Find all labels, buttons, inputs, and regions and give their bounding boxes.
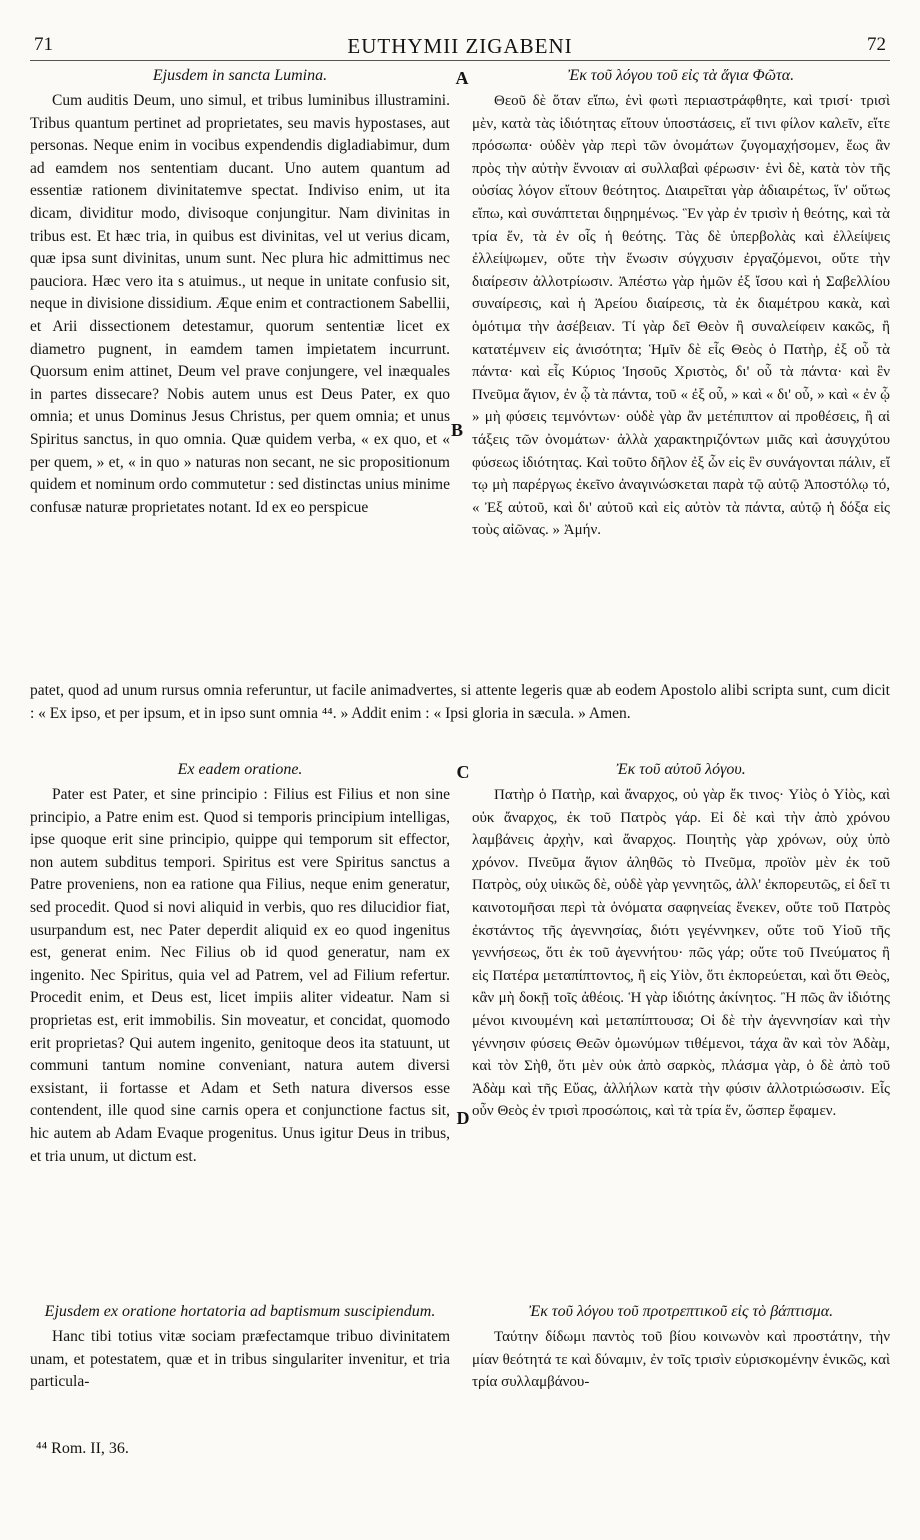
greek-column-top	[472, 66, 890, 542]
margin-marker-d: D	[456, 1108, 470, 1128]
latin-column-middle	[30, 760, 450, 1168]
greek-section-title: Ἐκ τοῦ λόγου τοῦ προτρεπτικοῦ εἰς τὸ βάπτισμα.	[528, 1303, 834, 1320]
greek-paragraph: Πατὴρ ὁ Πατὴρ, καὶ ἄναρχος, οὐ γὰρ ἔκ τινος· Υἱὸς ὁ Υἱὸς, καὶ οὐκ ἄναρχος, ἐκ τοῦ Πατρὸς γάρ. Εἰ δὲ καὶ τὴν ἀπὸ χρόνου λαμβάνεις ἀρχὴν, καὶ ἄναρχος. Ποιητὴς γὰρ χρόνων, οὐχ ὑπὸ χρόνον. Πνεῦμα ἅγιον ἀληθῶς τὸ Πνεῦμα, προϊὸν μὲν ἐκ τοῦ Πατρὸς, οὐχ υἱικῶς δὲ, οὐδὲ γὰρ γεννητῶς, ἀλλ' ἐκπορευτῶς, εἰ δεῖ τι καινοτομῆσαι περὶ τὰ ὀνόματα σαφηνείας ἕνεκεν, οὔτε τοῦ Πατρὸς ἐκστάντος τῆς ἀγεννησίας, διότι γεγέννηκεν, οὔτε τοῦ Υἱοῦ τῆς γεννήσεως, ὅτι ἐκ τοῦ ἀγεννήτου· πῶς γάρ; οὔτε τοῦ Πνεύματος ἢ εἰς Πατέρα μεταπίπτοντος, ἢ εἰς Υἱὸν, ὅτι ἐκπορεύεται, καὶ ὅτι Θεὸς, κἂν μὴ δοκῇ τοῖς ἀθέοις. Ἡ γὰρ ἰδιότης ἀκίνητος. Ἢ πῶς ἂν ἰδιότης μένοι κινουμένη καὶ μεταπίπτουσα; Οἱ δὲ τὴν ἀγεννησίαν καὶ τὴν γέννησιν φύσεις Θεῶν ὁμωνύμων τιθέμενοι, τάχα ἂν καὶ τὸν Ἀδὰμ, καὶ τὸν Σὴθ, ὅτι μὲν οὐκ ἀπὸ σαρκὸς, πλάσμα γὰρ, ὁ δὲ ἀπὸ τοῦ Ἀδὰμ καὶ τῆς Εὔας, ἀλλήλων κατὰ τὴν φύσιν ἀλλοτριώσωσιν. Εἷς οὖν Θεὸς ἐν τρισὶ προσώποις, καὶ τὰ τρία ἕν, ὥσπερ ἔφαμεν.	[472, 787, 890, 1120]
greek-column-bottom	[472, 1302, 890, 1394]
margin-marker-c: C	[456, 762, 470, 782]
latin-paragraph: Pater est Pater, et sine principio : Filius est Filius et non sine principio, a Patre enim est. Quod si temporis principium intelligas, ipse quoque erit sine principio, quippe qui temporum sit effector, non autem subditus tempori. Spiritus est vere Spiritus sanctus a Patre proveniens, non ea ratione qua Filius, neque enim generatur, sed procedit. Quod si novi aliquid in verbis, quo res dilucidior fiat, usurpandum est, nec Pater deperdit aliquid ex eo quod ingenitus est, generat enim. Nec Filius ob id quod generatur, nam ex ingenito. Nec Spiritus, quia vel ad Patrem, vel ad Filium refertur. Procedit enim, et Deus est, licet impiis aliter videatur. Nam si proprietas est, erit immobilis. Sin moveatur, et concidat, quomodo erit proprietas? Qui autem ingenito, genitoque deos ita statuunt, ut communi tantum nomine conveniant, natura autem diversi exsistant, ii fortasse et Adam et Seth natura diversos esse contendent, ille quod sine carnis opera et conjunctione factus sit, hic autem ab Adam Evaque progenitus. Unus igitur Deus in tribus, et tria unum, ut dictum est.	[30, 786, 450, 1165]
footnote: ⁴⁴ Rom. II, 36.	[36, 1440, 129, 1457]
page-number-left: 71	[34, 34, 53, 55]
greek-section-title: Ἐκ τοῦ αὐτοῦ λόγου.	[616, 761, 746, 778]
greek-paragraph: Ταύτην δίδωμι παντὸς τοῦ βίου κοινωνὸν καὶ προστάτην, τὴν μίαν θεότητά τε καὶ δύναμιν, ἐν τοῖς τρισὶν εὑρισκομένην ἑνικῶς, καὶ τρία συλλαμβάνου-	[472, 1329, 890, 1391]
margin-marker-a: A	[455, 68, 469, 88]
greek-paragraph: Θεοῦ δὲ ὅταν εἴπω, ἑνὶ φωτὶ περιαστράφθητε, καὶ τρισί· τρισὶ μὲν, κατὰ τὰς ἰδιότητας εἴτουν ὑποστάσεις, εἴ τινι φίλον καλεῖν, εἴτε πρόσωπα· οὐδὲν γὰρ περὶ τῶν ὀνομάτων ζυγομαχήσομεν, ἕως ἂν πρὸς τὴν αὐτὴν ἔννοιαν αἱ συλλαβαὶ φέρωσιν· ἑνὶ δὲ, κατὰ τὸν τῆς οὐσίας λόγον εἴτουν θεότητος. Διαιρεῖται γὰρ ἀδιαιρέτως, ἵν' οὕτως εἴπω, καὶ συνάπτεται διῃρημένως. Ἓν γὰρ ἐν τρισὶν ἡ θεότης, καὶ τὰ τρία ἕν, τὰ ἐν οἷς ἡ θεότης. Τὰς δὲ ὑπερβολὰς καὶ ἐλλείψεις ἐλλείψωμεν, οὔτε τὴν ἕνωσιν σύγχυσιν ἐργαζόμενοι, οὔτε τὴν διαίρεσιν ἀλλοτρίωσιν. Ἀπέστω γὰρ ἡμῶν ἐξ ἴσου καὶ ἡ Σαβελλίου συναίρεσις, καὶ ἡ Ἀρείου διαίρεσις, τὰ ἐκ διαμέτρου κακὰ, καὶ ὁμότιμα τὴν ἀσέβειαν. Τί γὰρ δεῖ Θεὸν ἢ συναλείφειν κακῶς, ἢ κατατέμνειν εἰς ἀνισότητα; Ἡμῖν δὲ εἷς Θεὸς ὁ Πατὴρ, ἐξ οὗ τὰ πάντα· καὶ εἷς Κύριος Ἰησοῦς Χριστὸς, δι' οὗ τὰ πάντα· καὶ ἓν Πνεῦμα ἅγιον, ἐν ᾧ τὰ πάντα, τοῦ « ἐξ οὗ, » καὶ « δι' οὗ, » καὶ « ἐν ᾧ » μὴ φύσεις τεμνόντων· οὐδὲ γὰρ ἂν μετέπιπτον αἱ προθέσεις, ἢ αἱ τάξεις τῶν ὀνομάτων· ἀλλὰ χαρακτηριζόντων μιᾶς καὶ ἀσυγχύτου φύσεως ἰδιότητας. Καὶ τοῦτο δῆλον ἐξ ὧν εἰς ἓν συνάγονται πάλιν, εἴ τῳ μὴ παρέργως ἐκεῖνο ἀναγινώσκεται παρὰ τῷ αὐτῷ Ἀποστόλῳ τό, « Ἐξ αὐτοῦ, καὶ δι' αὐτοῦ καὶ εἰς αὐτὸν τὰ πάντα, αὐτῷ ἡ δόξα εἰς τοὺς αἰῶνας. » Ἀμήν.	[472, 93, 890, 539]
running-title: EUTHYMII ZIGABENI	[347, 34, 573, 58]
greek-column-middle	[472, 760, 890, 1123]
latin-section-title: Ejusdem ex oratione hortatoria ad baptismum suscipiendum.	[44, 1303, 436, 1320]
full-width-paragraph: patet, quod ad unum rursus omnia referuntur, ut facile animadvertes, si attente legeris quæ ab eodem Apostolo alibi scripta sunt, cum dicit : « Ex ipso, et per ipsum, et in ipso sunt omnia ⁴⁴. » Addit enim : « Ipsi gloria in sæcula. » Amen.	[30, 682, 890, 722]
latin-column-top	[30, 66, 450, 519]
latin-section-title: Ex eadem oratione.	[177, 761, 303, 778]
latin-paragraph: Cum auditis Deum, uno simul, et tribus luminibus illustramini. Tribus quantum pertinet ad proprietates, seu mavis hypostases, aut personas. Neque enim in vocibus expendendis digladiabimur, dum ad eamdem nos sententiam ducant. Uno autem quantum ad essentiæ rationem divinitatemve spectat. Indiviso enim, ut ita dicam, dividitur modo, divisoque conjungitur. Nam divinitas in tribus est. Et hæc tria, in quibus est divinitas, vel ut verius dicam, quæ ipsa sunt divinitas, unum sunt. Nec plura hic admittimus nec pauciora. Hæc vero ita s atuimus., ut neque in unitate confusio sit, neque in divisione dissidium. Æque enim et contractionem Sabellii, et Arii dissectionem detestamur, quorum sententiæ licet ex diametro pugnent, in eamdem tamen impietatem incurrunt. Quorsum enim attinet, Deum vel prave conjungere, vel inæquales in partes dissecare? Nobis autem unus est Deus Pater, ex quo omnia; et unus Dominus Jesus Christus, per quem omnia; et unus Spiritus sanctus, in quo omnia. Quæ quidem verba, « ex quo, et « per quem, » et, « in quo » naturas non secant, ne sic propositionum quidem et nominum ordo commutetur : sed distinctas unius minime confusæ naturæ proprietates notant. Id ex eo perspicue	[30, 92, 450, 516]
running-head	[30, 30, 890, 61]
latin-section-title: Ejusdem in sancta Lumina.	[152, 67, 328, 84]
page-number-right: 72	[867, 34, 886, 55]
latin-paragraph: Hanc tibi totius vitæ sociam præfectamque tribuo divinitatem unam, et potestatem, quæ et in tribus singulariter invenitur, et tria particula-	[30, 1328, 450, 1391]
margin-marker-b: B	[450, 420, 463, 440]
greek-section-title: Ἐκ τοῦ λόγου τοῦ εἰς τὰ ἅγια Φῶτα.	[567, 67, 795, 84]
latin-column-bottom	[30, 1302, 450, 1394]
